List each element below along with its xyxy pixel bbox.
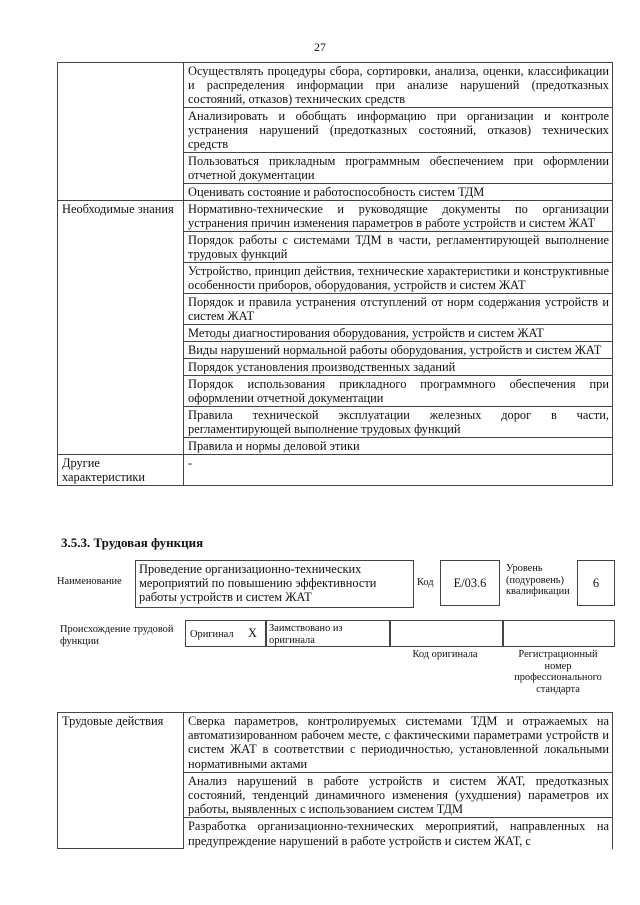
section-heading: 3.5.3. Трудовая функция [61,535,204,550]
original-label: Оригинал [190,629,234,640]
list-item: Анализировать и обобщать информацию при организации и контроле устранения нарушений (предотказных состояний, отказов) технических средств [184,108,613,153]
list-item: - [184,455,613,486]
borrowed-label: Заимствовано из оригинала [269,623,343,646]
list-item: Порядок установления производственных заданий [184,359,613,376]
original-cell [185,620,267,647]
reg-number-label: Регистрационный номер профессионального стандарта [514,649,602,695]
function-name: Проведение организационно-технических мероприятий по повышению эффективности работы устройств и систем ЖАТ [135,560,414,608]
requirements-table [57,62,613,486]
list-item: Правила технической эксплуатации железных дорог в части, регламентирующей выполнение трудовых функций [184,407,613,438]
original-mark: X [248,626,257,640]
qualification-level: 6 [577,560,615,606]
labor-actions-table [57,712,613,849]
table-row [58,713,613,773]
list-item: Сверка параметров, контролируемых системами ТДМ и отражаемых на автоматизированном рабочем месте, с фактическими параметрами устройств и систем ЖАТ в соответствии с периодичностью, установленной локальными нормативными актами [184,713,613,773]
list-item: Устройство, принцип действия, технические характеристики и конструктивные особенности приборов, оборудования, устройств и систем ЖАТ [184,263,613,294]
list-item: Правила и нормы деловой этики [184,438,613,455]
labor-actions-label: Трудовые действия [58,713,184,849]
name-label: Наименование [57,576,122,587]
list-item: Оценивать состояние и работоспособность систем ТДМ [184,184,613,201]
table-row [58,63,613,108]
code-original-label: Код оригинала [412,649,478,660]
list-item: Нормативно-технические и руководящие документы по организации устранения причин изменения параметров в работе устройств и систем ЖАТ [184,201,613,232]
table-row [58,455,613,486]
list-item: Порядок использования прикладного программного обеспечения при оформлении отчетной документации [184,376,613,407]
list-item: Порядок работы с системами ТДМ в части, регламентирующей выполнение трудовых функций [184,232,613,263]
code-label: Код [417,577,434,588]
list-item: Порядок и правила устранения отступлений от норм содержания устройств и систем ЖАТ [184,294,613,325]
row-label [58,63,184,201]
list-item: Виды нарушений нормальной работы оборудования, устройств и систем ЖАТ [184,342,613,359]
row-label-knowledge: Необходимые знания [58,201,184,455]
page-number: 27 [314,40,326,54]
list-item: Анализ нарушений в работе устройств и систем ЖАТ, предотказных состояний, тенденций динамичного изменения (ухудшения) параметров их работы, выявленных с использованием систем ТДМ [184,772,613,818]
reg-number-cell [502,620,615,647]
row-label-other: Другие характеристики [58,455,184,486]
table-row [58,201,613,232]
list-item: Разработка организационно-технических мероприятий, направленных на предупреждение нарушений в работе устройств и систем ЖАТ, с [184,818,613,849]
list-item: Осуществлять процедуры сбора, сортировки, анализа, оценки, классификации и распределения информации при анализе нарушений (предотказных состояний, отказов) технических средств [184,63,613,108]
borrowed-cell [265,620,391,647]
function-code: E/03.6 [440,560,500,606]
list-item: Методы диагностирования оборудования, устройств и систем ЖАТ [184,325,613,342]
origin-label: Происхождение трудовой функции [60,624,174,647]
list-item: Пользоваться прикладным программным обеспечением при оформлении отчетной документации [184,153,613,184]
level-label: Уровень (подуровень) квалификации [506,563,570,597]
code-original-cell [389,620,504,647]
